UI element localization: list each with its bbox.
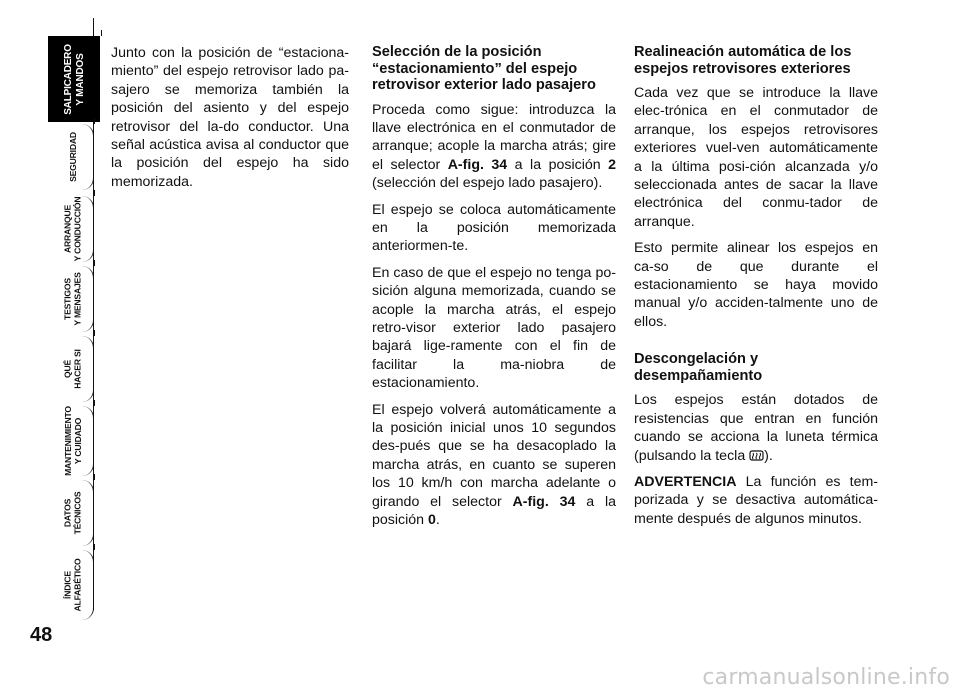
position-number: 2: [608, 156, 616, 173]
paragraph-warning: [634, 473, 878, 528]
position-number: 0: [428, 512, 436, 529]
rear-defrost-icon: [749, 448, 764, 459]
tab-label: DATOS TÉCNICOS: [62, 491, 83, 535]
paragraph-procedure: [372, 101, 616, 193]
paragraph-align-mirrors: Esto permite alinear los espejos en ca-so de que durante el estacionamiento se haya movido manual y/o acciden-talmente uno de ellos.: [634, 240, 878, 330]
paragraph-auto-position: El espejo se coloca automáticamente en la posición memorizada anteriormen-te.: [372, 201, 616, 255]
watermark: carmanualsonline.info: [702, 665, 950, 690]
warning-label: ADVERTENCIA: [634, 473, 737, 490]
tab-salpicadero-y-mandos[interactable]: [48, 36, 100, 122]
tab-que-hacer-si[interactable]: [52, 336, 94, 402]
text: Proceda como sigue: introduzca la llave electrónica en el conmutador de arranque; acople la marcha atrás; gire el selector: [372, 101, 616, 173]
figure-reference[interactable]: A-fig. 34: [512, 493, 576, 510]
chapter-tabs: [0, 0, 100, 692]
tab-testigos-y-mensajes[interactable]: [52, 266, 94, 332]
tab-label: TESTIGOS Y MENSAJES: [62, 272, 83, 326]
paragraph-no-memory: En caso de que el espejo no tenga po-sición alguna memorizada, cuando se acople la marcha atrás, el espejo retro-visor exterior lado pasajero bajará lige-ramente con el fin de facilitar la ma-niobra de estacionamiento.: [372, 264, 616, 392]
tab-label: SALPICADERO Y MANDOS: [62, 43, 85, 115]
text: ).: [764, 447, 773, 464]
text: La función es tem-porizada y se desactiva automática-mente después de algunos minutos.: [634, 473, 878, 527]
text: a la posición: [372, 493, 616, 529]
text: .: [435, 512, 440, 529]
tab-indice-alfabetico[interactable]: [52, 550, 94, 620]
section-heading-realignment: Realineación automática de los espejos retrovisores exteriores: [634, 44, 852, 77]
section-heading-parking-position: Selección de la posición “estacionamiento” del espejo retrovisor exterior lado pasajero: [372, 44, 596, 93]
page-number: 48: [30, 624, 53, 646]
paragraph-defrost: [634, 391, 878, 465]
tab-label: SEGURIDAD: [67, 132, 78, 182]
text: a la posición: [507, 156, 609, 173]
column-2: [372, 44, 616, 537]
text: Los espejos están dotados de resistencias que entran en función cuando se acciona la luneta térmica (pulsando la tecla: [634, 392, 878, 464]
tab-datos-tecnicos[interactable]: [52, 480, 94, 546]
tab-arranque-y-conduccion[interactable]: [52, 196, 94, 262]
tab-mantenimiento-y-cuidado[interactable]: [52, 406, 94, 476]
tab-label: ÍNDICE ALFABÉTICO: [62, 558, 83, 612]
tab-label: ARRANQUE Y CONDUCCIÓN: [62, 196, 83, 262]
tab-label: MANTENIMIENTO Y CUIDADO: [62, 406, 83, 476]
column-3: [634, 44, 878, 536]
tab-label: QUÉ HACER SI: [62, 349, 83, 389]
text: (selección del espejo lado pasajero).: [372, 175, 603, 192]
paragraph-realignment: Cada vez que se introduce la llave elec-trónica en el conmutador de arranque, los espejos retrovisores exteriores vuel-ven automáticamente a la última posi-ción alcanzada y/o seleccionada antes de sacar la llave electrónica del conmu-tador de arranque.: [634, 85, 878, 230]
column-1: [111, 44, 349, 199]
paragraph-parking-memory: Junto con la posición de “estaciona-miento” del espejo retrovisor lado pa-sajero se memoriza también la posición del asiento y del espejo retrovisor del la-do conductor. Una señal acústica avisa al conductor que la posición del espejo ha sido memorizada.: [111, 45, 349, 190]
section-heading-defrost: Descongelación y desempañamiento: [634, 351, 763, 384]
figure-reference[interactable]: A-fig. 34: [447, 156, 508, 173]
spacer: [634, 339, 878, 351]
text: El espejo volverá automáticamente a la posición inicial unos 10 segundos des-pués que se ha desacoplado la marcha atrás, en cuanto se superen los 10 km/h con marcha adelante o girando el selector: [372, 401, 616, 510]
tab-seguridad[interactable]: [52, 124, 94, 190]
paragraph-return-initial: [372, 401, 616, 530]
